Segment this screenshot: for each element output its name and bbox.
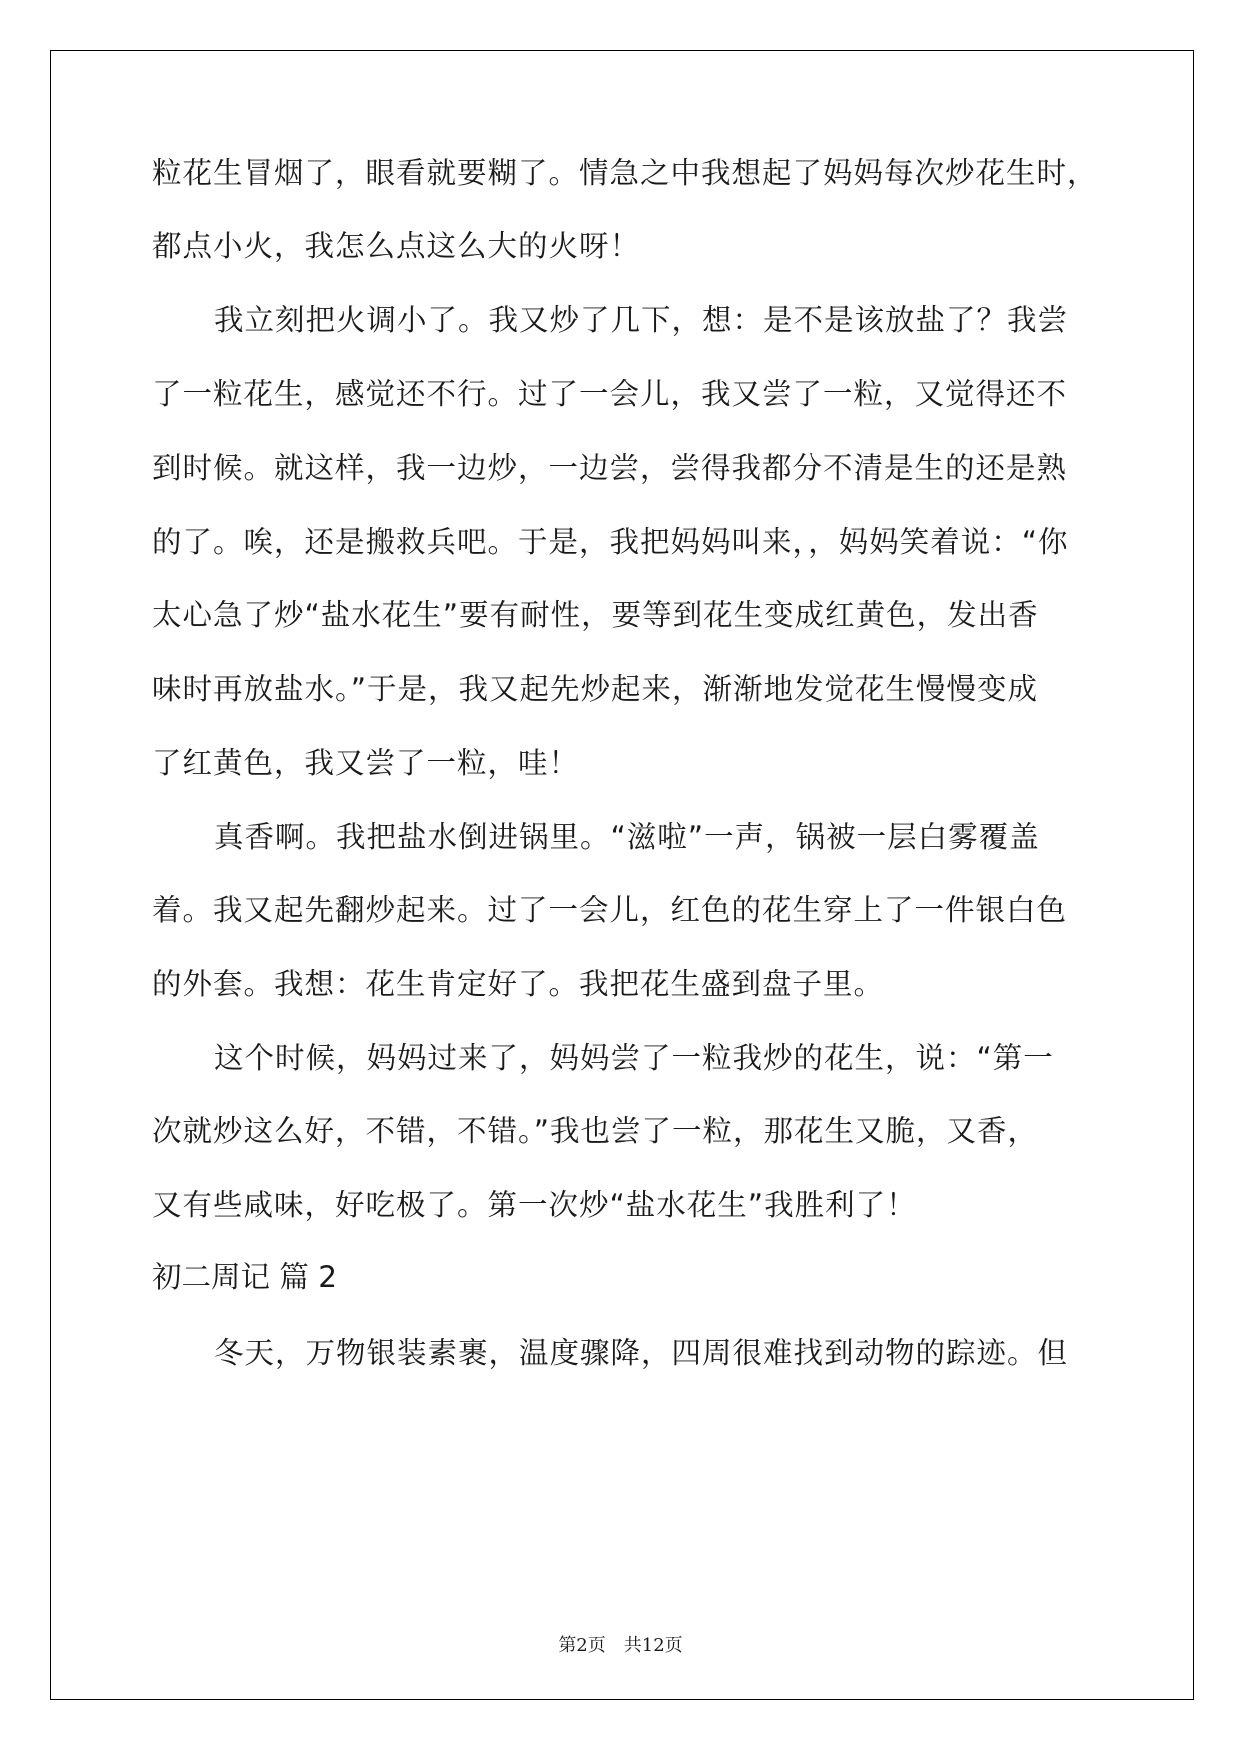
text-line: 着。我又起先翻炒起来。过了一会儿，红色的花生穿上了一件银白色 [152,893,1068,927]
paragraph-first-line: 这个时候，妈妈过来了，妈妈尝了一粒我炒的花生，说：“第一 [214,1041,1054,1075]
paragraph-first-line: 我立刻把火调小了。我又炒了几下，想：是不是该放盐了？我尝 [214,303,1069,337]
text-line: 粒花生冒烟了，眼看就要糊了。情急之中我想起了妈妈每次炒花生时， [152,156,1098,190]
text-line: 次就炒这么好，不错，不错。”我也尝了一粒，那花生又脆，又香， [152,1114,1039,1148]
text-line: 的了。唉，还是搬救兵吧。于是，我把妈妈叫来，，妈妈笑着说：“你 [152,525,1069,559]
text-line: 又有些咸味，好吃极了。第一次炒“盐水花生”我胜利了！ [152,1188,917,1222]
page-footer: 第2页 共12页 [558,1635,683,1656]
text-line: 到时候。就这样，我一边炒，一边尝，尝得我都分不清是生的还是熟 [152,451,1068,485]
text-line: 的外套。我想：花生肯定好了。我把花生盛到盘子里。 [152,967,885,1001]
paragraph-first-line: 冬天，万物银装素裹，温度骤降，四周很难找到动物的踪迹。但 [214,1336,1069,1370]
text-line: 都点小火，我怎么点这么大的火呀！ [152,229,641,263]
paragraph-first-line: 真香啊。我把盐水倒进锅里。“滋啦”一声，锅被一层白雾覆盖 [214,820,1040,854]
text-line: 太心急了炒“盐水花生”要有耐性，要等到花生变成红黄色，发出香 [152,598,1039,632]
text-line: 味时再放盐水。”于是，我又起先炒起来，渐渐地发觉花生慢慢变成 [152,672,1039,706]
text-line: 了一粒花生，感觉还不行。过了一会儿，我又尝了一粒，又觉得还不 [152,377,1068,411]
page-border [50,50,1194,1700]
section-heading: 初二周记 篇 2 [152,1260,338,1294]
text-line: 了红黄色，我又尝了一粒，哇！ [152,746,580,780]
